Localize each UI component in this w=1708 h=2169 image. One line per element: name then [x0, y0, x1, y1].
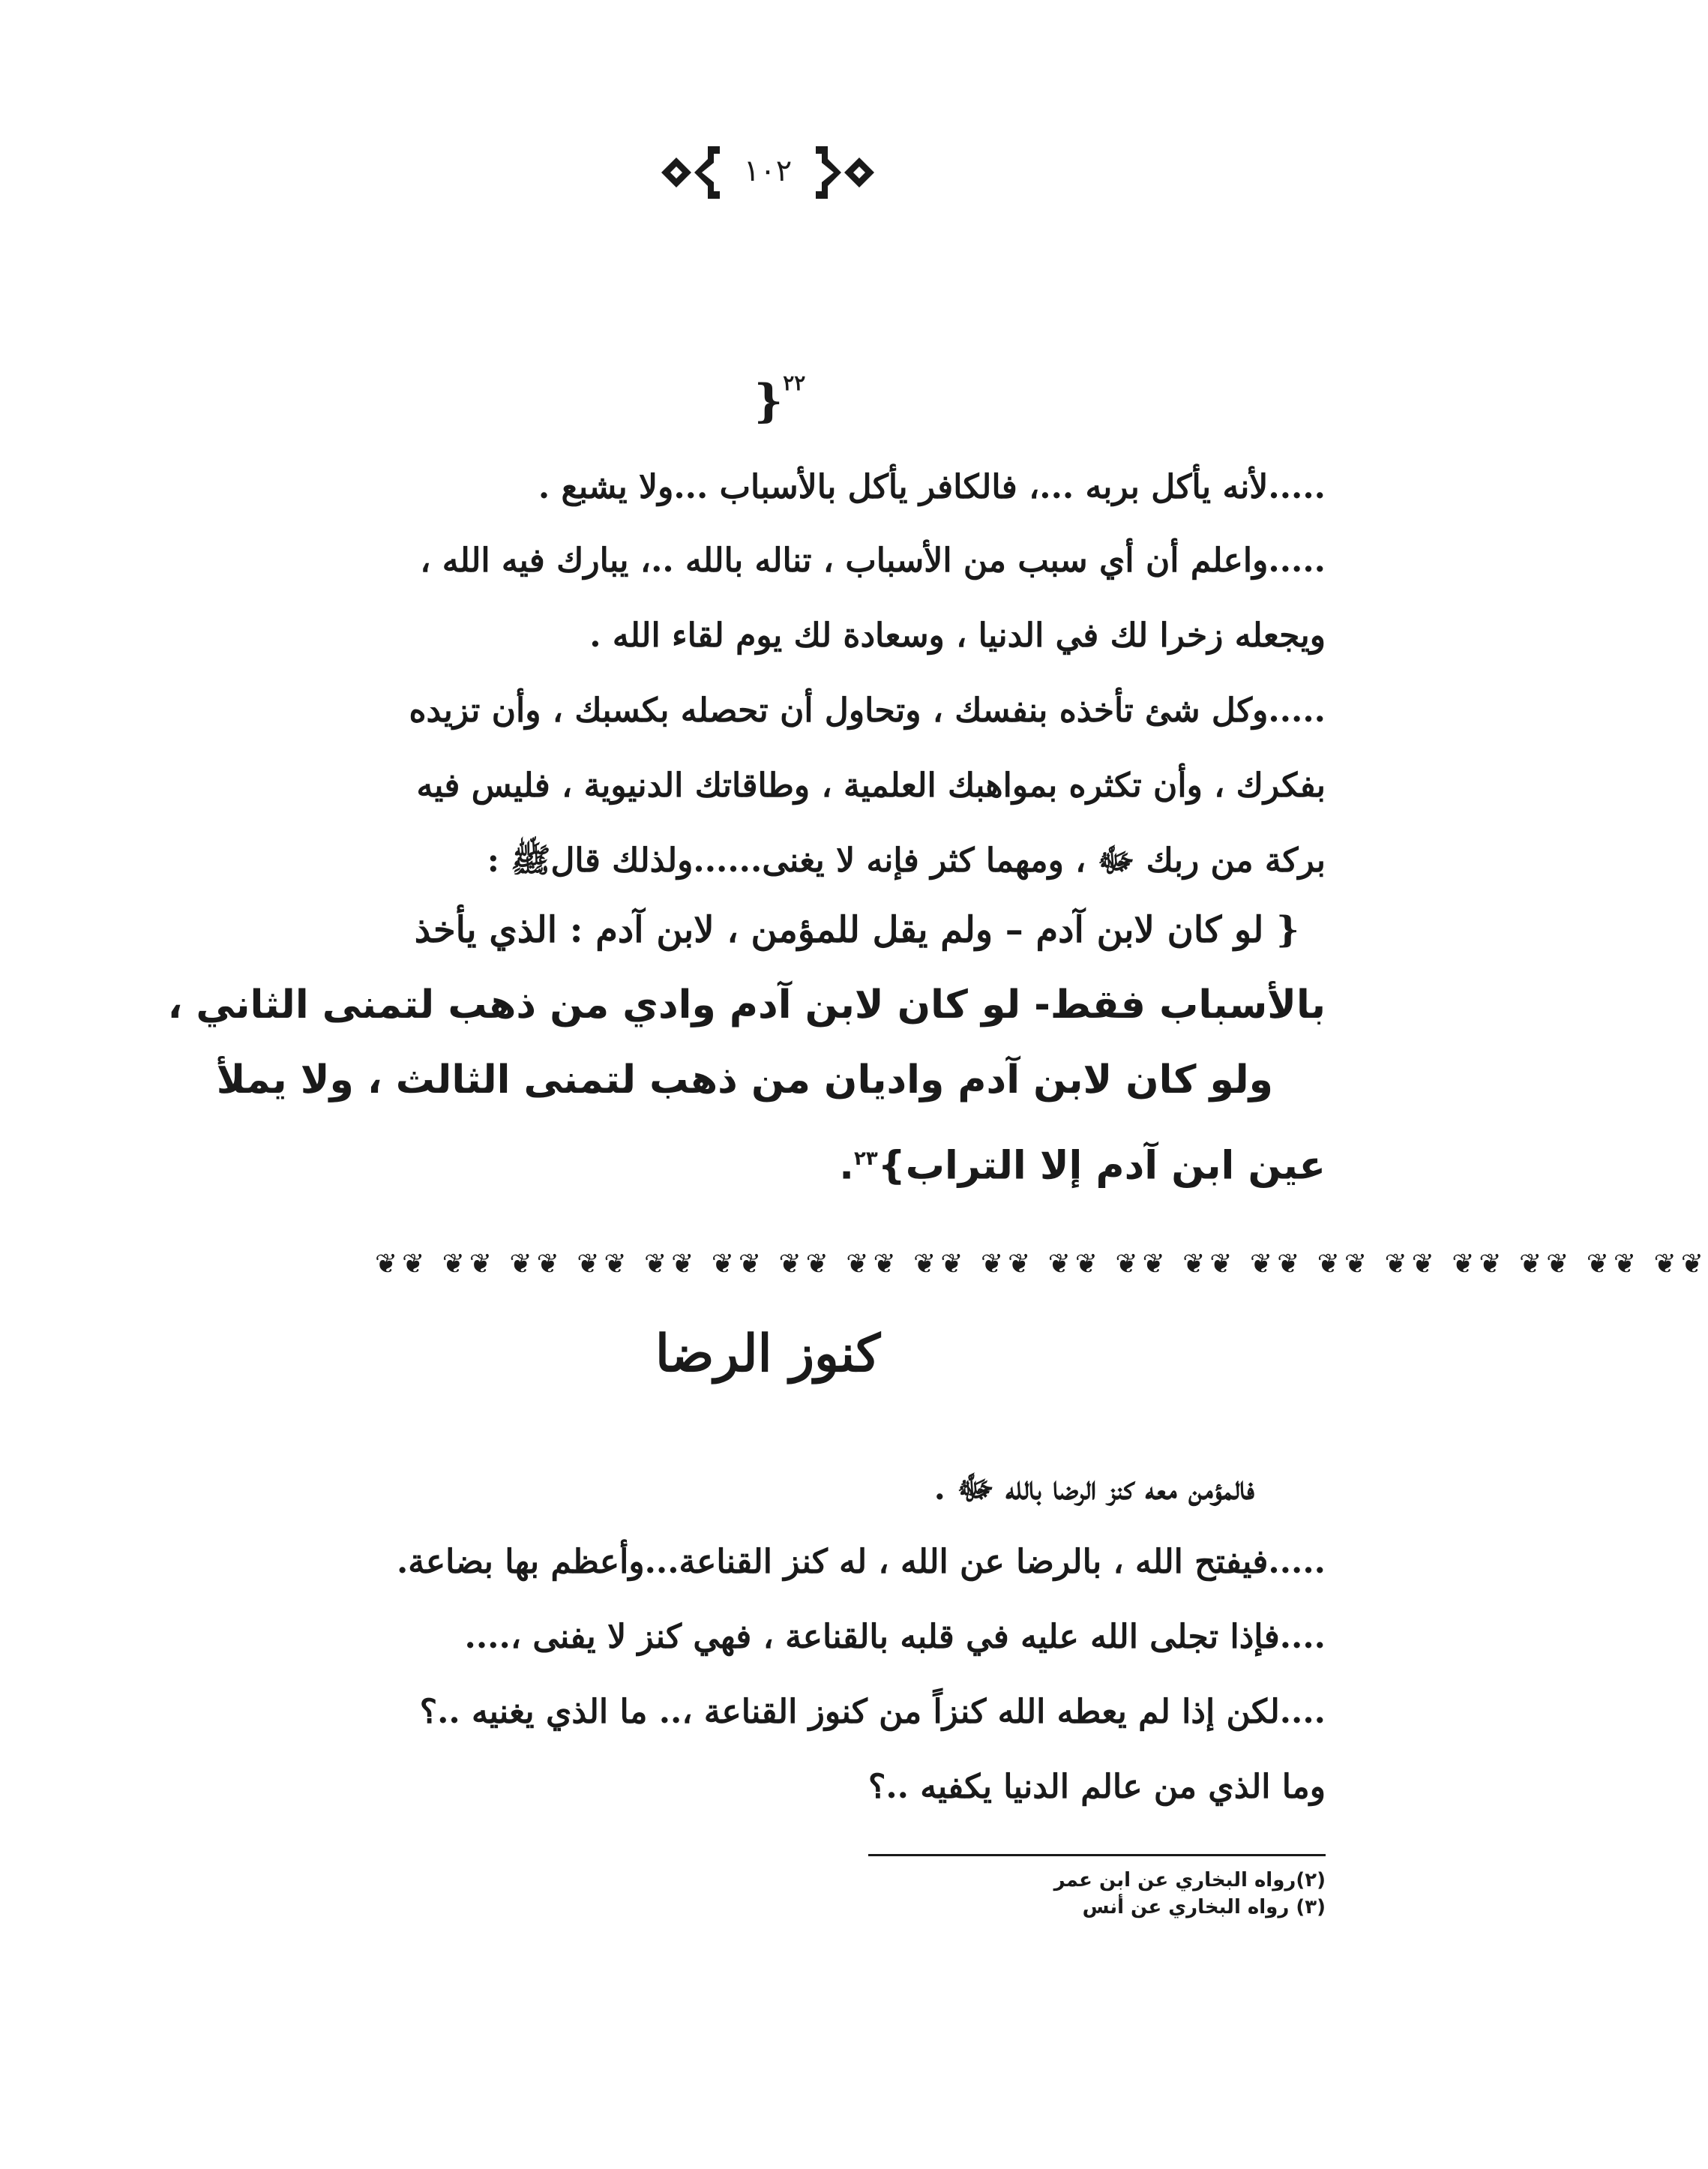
body-line: ويجعله زخرا لك في الدنيا ، وسعادة لك يوم لقاء الله . — [589, 616, 1326, 655]
body-line: .....وكل شئ تأخذه بنفسك ، وتحاول أن تحصله بكسبك ، وأن تزيده — [409, 692, 1326, 730]
body-line: .....واعلم أن أي سبب من الأسباب ، تناله بالله ..، يبارك فيه الله ، — [420, 542, 1326, 580]
hadith-line: ولو كان لابن آدم واديان من ذهب لتمنى الثالث ، ولا يملأ — [216, 1058, 1273, 1102]
note-brace: } — [754, 375, 784, 428]
section-title: كنوز الرضا — [655, 1324, 881, 1384]
body-line: بركة من ربك ﷻ ، ومهما كثر فإنه لا يغنى......ولذلك قالﷺ : — [487, 842, 1326, 880]
hadith-line-last — [478, 1132, 1326, 1192]
section-line: فالمؤمن معه كنز الرضا بالله ﷻ . — [933, 1469, 1254, 1508]
note-ref: ٢٢ — [783, 370, 806, 395]
note-marker — [746, 370, 814, 435]
hadith-ref: ٢٣ — [853, 1148, 878, 1170]
body-line: بفكرك ، وأن تكثره بمواهبك العلمية ، وطاقاتك الدنيوية ، فليس فيه — [416, 766, 1326, 805]
hadith-line: بالأسباب فقط- لو كان لابن آدم وادي من ذهب لتمنى الثاني ، — [167, 982, 1326, 1028]
section-line: ....فإذا تجلى الله عليه في قلبه بالقناعة ، فهي كنز لا يفنى ،.... — [464, 1618, 1326, 1656]
ornamental-divider: ❦❦ ❦❦ ❦❦ ❦❦ ❦❦ ❦❦ ❦❦ ❦❦ ❦❦ ❦❦ ❦❦ ❦❦ ❦❦ ❦❦ ❦❦ ❦❦ ❦❦ ❦❦ ❦❦ ❦❦ — [375, 1249, 1708, 1280]
section-line: وما الذي من عالم الدنيا يكفيه ..؟ — [867, 1768, 1326, 1806]
hadith-text-end: عين ابن آدم إلا التراب} — [877, 1143, 1326, 1189]
page-number: ١٠٢ — [743, 154, 793, 188]
footnote: (٢)رواه البخاري عن ابن عمر — [1053, 1869, 1326, 1892]
section-line: .....فيفتح الله ، بالرضا عن الله ، له كنز القناعة...وأعظم بها بضاعة. — [396, 1543, 1326, 1581]
footnote: (٣) رواه البخاري عن أنس — [1082, 1896, 1326, 1918]
hadith-line: { لو كان لابن آدم – ولم يقل للمؤمن ، لابن آدم : الذي يأخذ — [414, 909, 1299, 951]
hadith-period: . — [839, 1143, 854, 1189]
section-line: ....لكن إذا لم يعطه الله كنزاً من كنوز القناعة ،.. ما الذي يغنيه ..؟ — [419, 1693, 1326, 1731]
footnote-rule — [868, 1854, 1326, 1856]
body-line: .....لأنه يأكل بربه ...، فالكافر يأكل بالأسباب ...ولا يشبع . — [538, 468, 1326, 506]
header-ornament — [655, 131, 880, 214]
